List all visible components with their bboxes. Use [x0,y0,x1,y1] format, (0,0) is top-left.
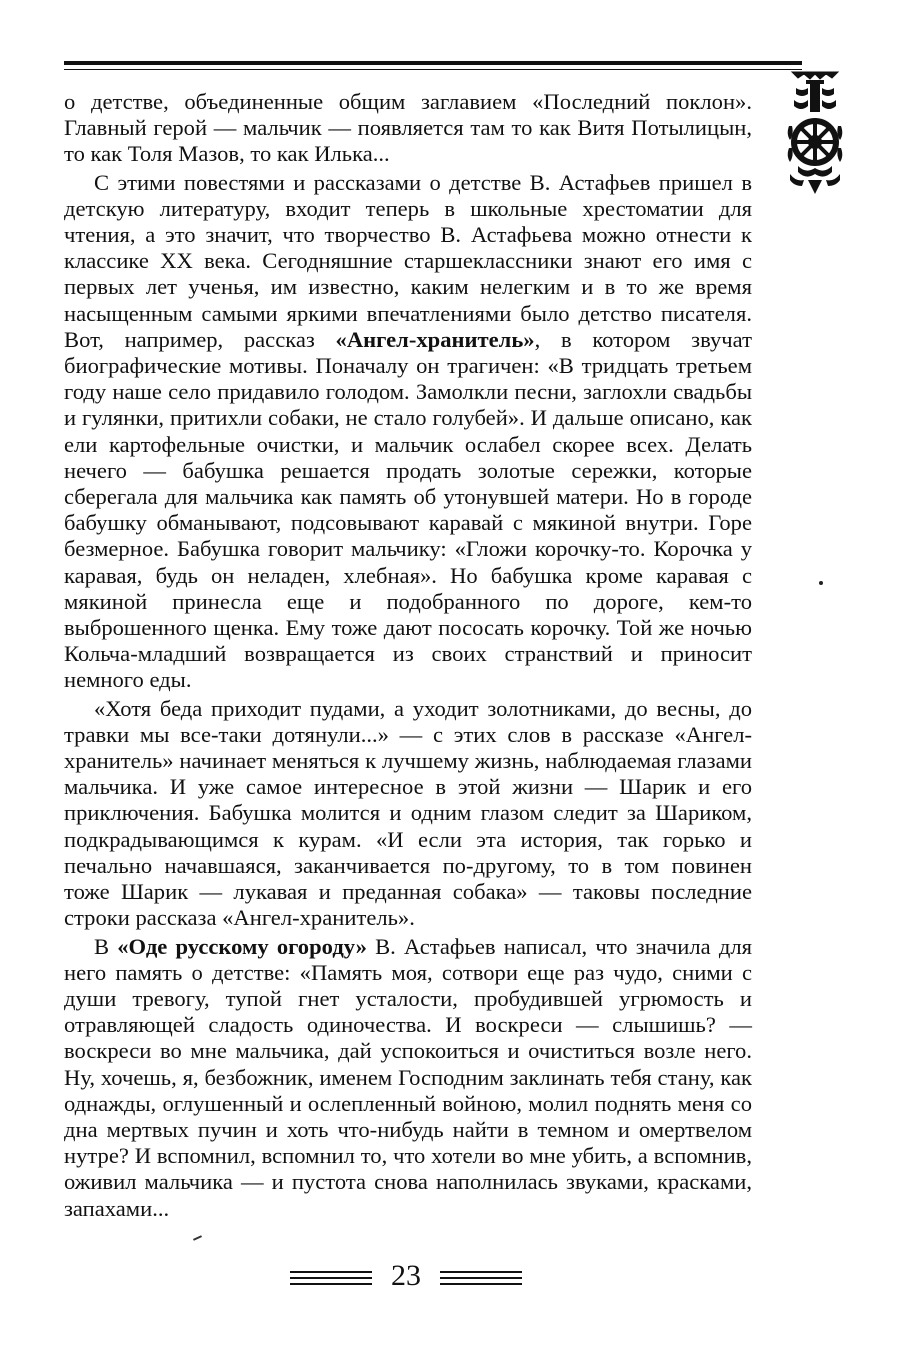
paragraph-4-text-b: В. Астафьев написал, что значила для него память о детстве: «Память моя, сотвори еще раз чудо, сними с души тревогу, тупой гнет усталости, пробудившей угрюмость и отравляющей сладость одиночества. И воскреси — слышишь? — воскреси во мне мальчика, дай успокоиться и очиститься возле него. Ну, хочешь, я, безбожник, именем Господним заклинать тебя стану, как однажды, оглушенный и ослепленный войною, молил поднять меня со дна мертвых пучин и хоть что-нибудь найти в темном и омертвелом нутре? И вспомнил, вспомнил то, что хотели во мне убить, а вспомнив, оживил мальчика — и пустота снова наполнилась звуками, красками, запахами... [64,933,752,1221]
paragraph-2-text-b: , в котором звучат биографические мотивы. Поначалу он трагичен: «В тридцать третьем году наше село придавило голодом. Замолкли песни, заглохли свадьбы и гулянки, притихли собаки, не стало голубей». И дальше описано, как ели картофельные очистки, и мальчик ослабел скорее всех. Делать нечего — бабушка решается продать золотые сережки, которые сберегала для мальчика как память об утонувшей матери. Но в городе бабушку обманывают, подсовывают каравай с мякиной внутри. Горе безмерное. Бабушка говорит мальчику: «Гложи корочку-то. Корочка у каравая, будь он неладен, хлебная». Но бабушка кроме каравая с мякиной принесла еще и подобранного по дороге, кем-то выброшенного щенка. Ему тоже дают пососать корочку. Той же ночью Кольча-младший возвращается из своих странствий и приносит немного еды. [64,326,752,693]
print-speck [819,581,823,585]
paragraph-1: о детстве, объединенные общим заглавием «Последний поклон». Главный герой — мальчик — появляется там то как Витя Потылицын, то как Толя Мазов, то как Илька... [64,89,752,167]
folk-ornament-icon [786,70,844,196]
page-number: 23 [391,1259,421,1292]
paragraph-4-text-a: В [94,933,118,959]
footer-rule-right [440,1271,522,1283]
header-rule-thin [64,69,802,70]
body-text [64,89,752,1222]
header-rule-thick [64,61,802,65]
print-speck [193,1235,202,1241]
story-title-angel: «Ангел-хранитель» [335,326,535,352]
paragraph-2 [64,170,752,694]
footer-rule-left [290,1271,372,1283]
page-footer [290,1257,522,1297]
paragraph-3: «Хотя беда приходит пудами, а уходит золотниками, до весны, до травки мы все-таки дотянули...» — с этих слов в рассказе «Ангел-хранитель» начинает меняться к лучшему жизнь, наблюдаемая глазами мальчика. И уже самое интересное в этой жизни — Шарик и его приключения. Бабушка молится и одним глазом следит за Шариком, подкрадывающимся к курам. «И если эта история, так горько и печально начавшаяся, заканчивается по-другому, то в том повинен тоже Шарик — лукавая и преданная собака» — таковы последние строки рассказа «Ангел-хранитель». [64,695,752,931]
story-title-ode: «Оде русскому огороду» [117,933,367,959]
paragraph-2-text-a: С этими повестями и рассказами о детстве В. Астафьев пришел в детскую литературу, входит теперь в школьные хрестоматии для чтения, а это значит, что творчество В. Астафьева можно отнести к классике XX века. Сегодняшние старшеклассники знают его имя с первых лет ученья, им известно, каким нелегким и в то же время насыщенным самыми яркими впечатлениями было детство писателя. Вот, например, рассказ [64,169,752,352]
paragraph-4 [64,934,752,1222]
